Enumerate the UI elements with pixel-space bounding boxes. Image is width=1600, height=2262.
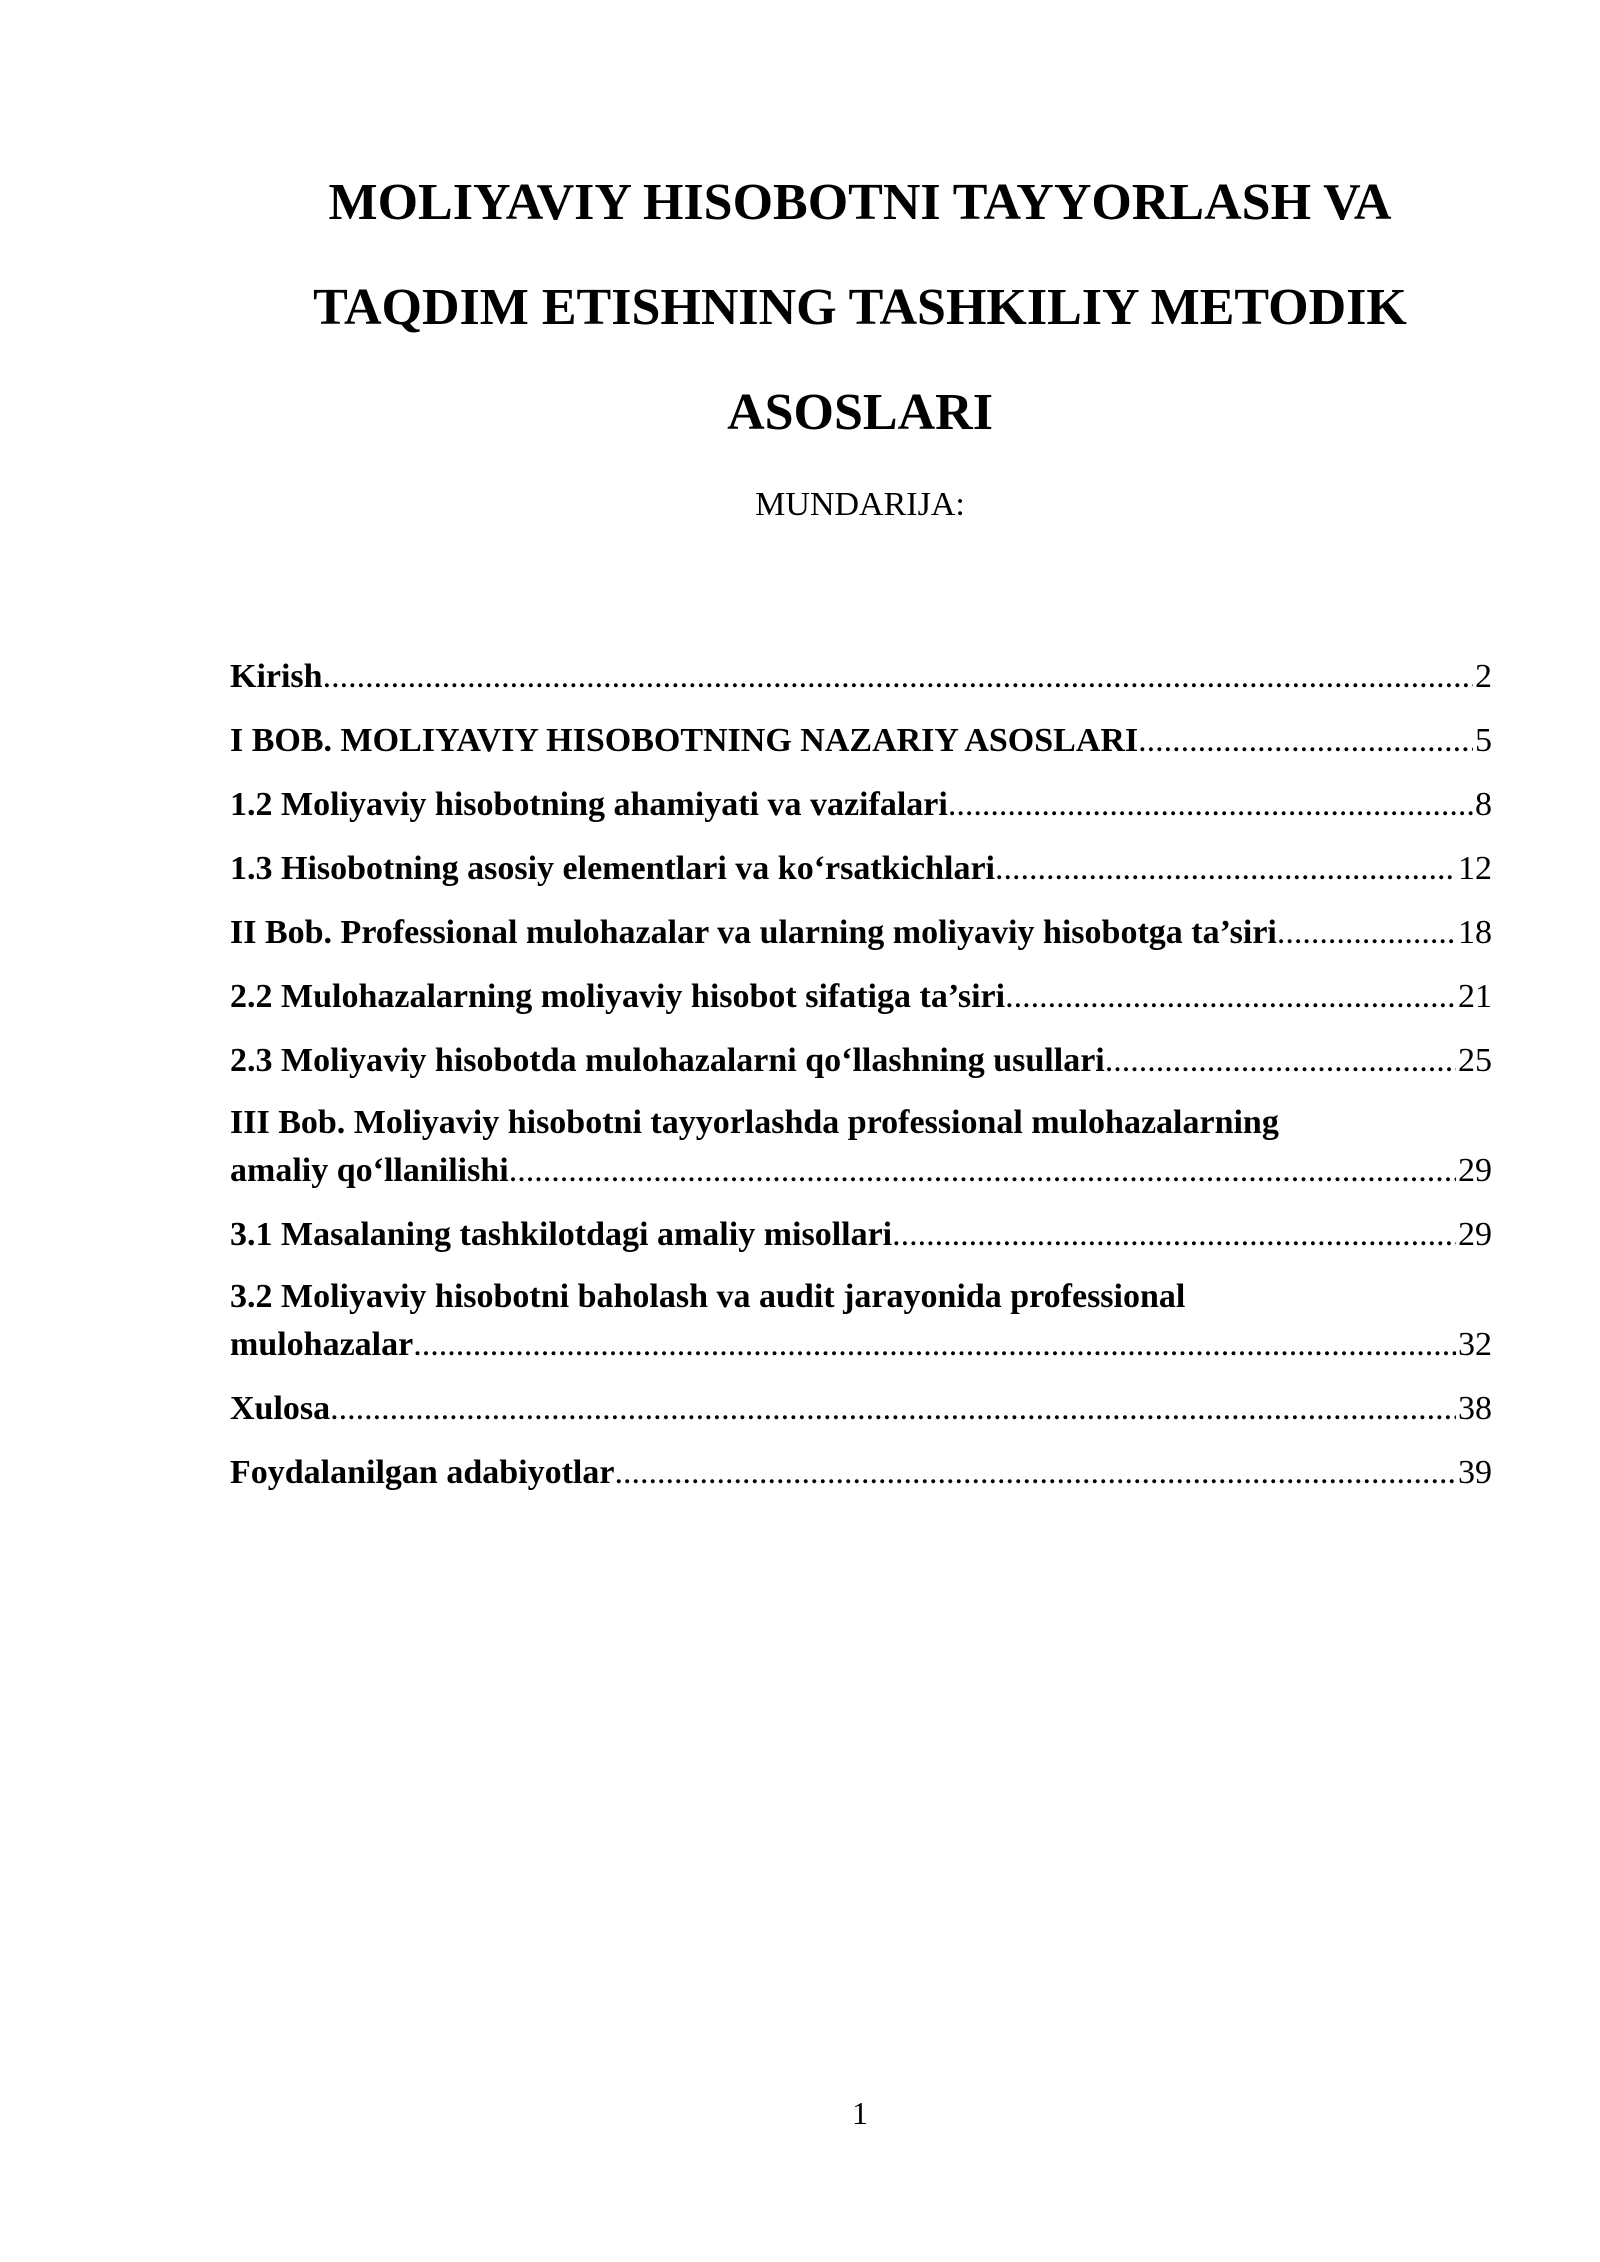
toc-entry-title: mulohazalar <box>230 1326 414 1363</box>
toc-entry-title: amaliy qo‘llanilishi <box>230 1152 509 1189</box>
toc-entry-title: 2.2 Mulohazalarning moliyaviy hisobot sifatiga ta’siri <box>230 978 1006 1015</box>
toc-entry[interactable] <box>230 1036 1492 1086</box>
toc-entry-page: 29 <box>1458 1152 1492 1189</box>
toc-entry-page: 38 <box>1458 1390 1492 1427</box>
toc-entry[interactable] <box>230 844 1492 894</box>
toc-entry[interactable] <box>230 1274 1492 1370</box>
toc-entry[interactable] <box>230 972 1492 1022</box>
document-title <box>200 150 1520 465</box>
toc-entry-page: 2 <box>1475 658 1492 695</box>
dot-leader <box>948 780 1473 830</box>
page-number: 1 <box>852 2095 868 2131</box>
toc-entry[interactable] <box>230 1210 1492 1260</box>
title-line: ASOSLARI <box>727 384 993 441</box>
toc-entry-page: 12 <box>1458 850 1492 887</box>
dot-leader <box>995 844 1456 894</box>
toc-entry-title: Xulosa <box>230 1390 331 1427</box>
toc-entry-title: Kirish <box>230 658 323 695</box>
toc-entry[interactable] <box>230 652 1492 702</box>
toc-entry-title-line: 3.2 Moliyaviy hisobotni baholash va audit jarayonida professional <box>230 1278 1186 1315</box>
toc-entry-title: 1.3 Hisobotning asosiy elementlari va ko‘rsatkichlari <box>230 850 995 887</box>
toc-entry-page: 5 <box>1475 722 1492 759</box>
toc-entry[interactable] <box>230 1100 1492 1196</box>
toc-entry[interactable] <box>230 1384 1492 1434</box>
toc-entry-title: I BOB. MOLIYAVIY HISOBOTNING NAZARIY ASOSLARI <box>230 722 1139 759</box>
dot-leader <box>509 1146 1456 1196</box>
dot-leader <box>1138 716 1473 766</box>
dot-leader <box>1105 1036 1456 1086</box>
toc-entry-page: 18 <box>1458 914 1492 951</box>
toc-entry-title-line: III Bob. Moliyaviy hisobotni tayyorlashda professional mulohazalarning <box>230 1104 1279 1141</box>
dot-leader <box>330 1384 1456 1434</box>
dot-leader <box>892 1210 1456 1260</box>
toc-heading: MUNDARIJA: <box>755 486 965 523</box>
toc-entry-title: Foydalanilgan adabiyotlar <box>230 1454 615 1491</box>
title-line: TAQDIM ETISHNING TASHKILIY METODIK <box>313 279 1407 336</box>
dot-leader <box>413 1320 1456 1370</box>
toc-entry[interactable] <box>230 780 1492 830</box>
toc-entry-page: 39 <box>1458 1454 1492 1491</box>
toc-entry-page: 21 <box>1458 978 1492 1015</box>
toc-entry-page: 32 <box>1458 1326 1492 1363</box>
toc-entry-page: 29 <box>1458 1216 1492 1253</box>
dot-leader <box>614 1448 1456 1498</box>
toc-entry-page: 8 <box>1475 786 1492 823</box>
dot-leader <box>1005 972 1456 1022</box>
toc-entry-page: 25 <box>1458 1042 1492 1079</box>
toc-entry-title: 1.2 Moliyaviy hisobotning ahamiyati va vazifalari <box>230 786 948 823</box>
dot-leader <box>323 652 1473 702</box>
toc-entry[interactable] <box>230 1448 1492 1498</box>
table-of-contents <box>230 652 1492 1512</box>
toc-entry-title: 3.1 Masalaning tashkilotdagi amaliy misollari <box>230 1216 893 1253</box>
toc-entry[interactable] <box>230 716 1492 766</box>
title-line: MOLIYAVIY HISOBOTNI TAYYORLASH VA <box>328 174 1392 231</box>
toc-entry-title: II Bob. Professional mulohazalar va ularning moliyaviy hisobotga ta’siri <box>230 914 1277 951</box>
toc-entry-title: 2.3 Moliyaviy hisobotda mulohazalarni qo‘llashning usullari <box>230 1042 1105 1079</box>
toc-entry[interactable] <box>230 908 1492 958</box>
dot-leader <box>1277 908 1456 958</box>
